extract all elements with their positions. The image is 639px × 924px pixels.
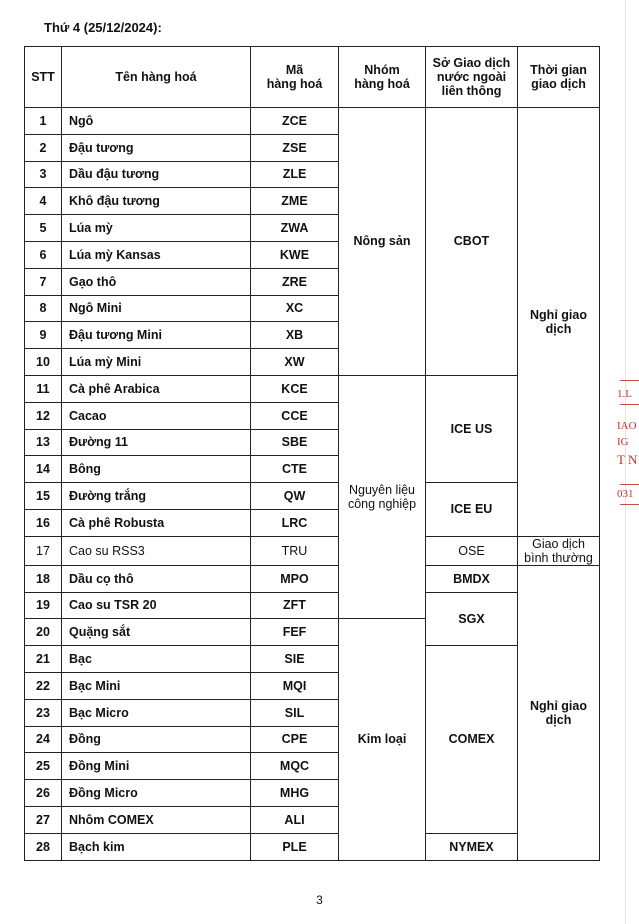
row-stt: 1 <box>25 108 62 135</box>
stamp-text: 1.L <box>617 388 632 400</box>
row-code: MQC <box>251 753 339 780</box>
header-name: Tên hàng hoá <box>62 47 251 108</box>
row-code: XC <box>251 295 339 322</box>
row-stt: 2 <box>25 134 62 161</box>
exchange-nymex: NYMEX <box>426 833 518 860</box>
row-code: SIE <box>251 646 339 673</box>
row-name: Ngô <box>62 108 251 135</box>
row-name: Đậu tương <box>62 134 251 161</box>
stamp-text: IG <box>617 436 629 448</box>
header-exchange: Sở Giao dịch nước ngoài liên thông <box>426 47 518 108</box>
row-name: Bạch kim <box>62 833 251 860</box>
row-stt: 11 <box>25 375 62 402</box>
row-name: Cacao <box>62 402 251 429</box>
row-stt: 9 <box>25 322 62 349</box>
exchange-sgx: SGX <box>426 592 518 646</box>
header-stt: STT <box>25 47 62 108</box>
row-stt: 10 <box>25 349 62 376</box>
row-stt: 24 <box>25 726 62 753</box>
row-stt: 14 <box>25 456 62 483</box>
group-metals: Kim loại <box>339 619 426 860</box>
row-stt: 20 <box>25 619 62 646</box>
row-name: Lúa mỳ Kansas <box>62 241 251 268</box>
table-row <box>25 833 600 860</box>
row-stt: 16 <box>25 509 62 536</box>
row-stt: 19 <box>25 592 62 619</box>
time-closed-2: Nghỉ giao dịch <box>518 565 600 860</box>
row-code: SBE <box>251 429 339 456</box>
row-code: CTE <box>251 456 339 483</box>
time-closed-1: Nghỉ giao dịch <box>518 108 600 537</box>
table-row <box>25 375 600 402</box>
row-code: FEF <box>251 619 339 646</box>
time-normal: Giao dịch bình thường <box>518 536 600 565</box>
row-stt: 18 <box>25 565 62 592</box>
table-row <box>25 536 600 565</box>
stamp-frame-line <box>620 504 639 505</box>
stamp-frame-line <box>620 484 639 485</box>
group-agri: Nông sản <box>339 108 426 376</box>
row-stt: 3 <box>25 161 62 188</box>
row-code: XW <box>251 349 339 376</box>
exchange-ice-eu: ICE EU <box>426 483 518 537</box>
row-stt: 15 <box>25 483 62 510</box>
row-stt: 21 <box>25 646 62 673</box>
row-code: KWE <box>251 241 339 268</box>
stamp-text: IAO <box>617 420 637 432</box>
row-name: Đồng <box>62 726 251 753</box>
row-name: Lúa mỳ Mini <box>62 349 251 376</box>
row-code: ZCE <box>251 108 339 135</box>
row-code: ALI <box>251 806 339 833</box>
row-name: Lúa mỳ <box>62 215 251 242</box>
row-name: Cao su RSS3 <box>62 536 251 565</box>
row-stt: 12 <box>25 402 62 429</box>
row-name: Dầu cọ thô <box>62 565 251 592</box>
row-code: ZFT <box>251 592 339 619</box>
group-industrial: Nguyên liệu công nghiệp <box>339 375 426 618</box>
row-code: CPE <box>251 726 339 753</box>
row-name: Bạc <box>62 646 251 673</box>
row-name: Cà phê Arabica <box>62 375 251 402</box>
stamp-text: 031 <box>617 488 634 500</box>
page-number: 3 <box>316 893 323 907</box>
row-code: SIL <box>251 699 339 726</box>
exchange-bmdx: BMDX <box>426 565 518 592</box>
row-name: Đường trắng <box>62 483 251 510</box>
header-code: Mã hàng hoá <box>251 47 339 108</box>
row-stt: 23 <box>25 699 62 726</box>
row-code: ZME <box>251 188 339 215</box>
row-stt: 17 <box>25 536 62 565</box>
exchange-cbot: CBOT <box>426 108 518 376</box>
header-time: Thời gian giao dịch <box>518 47 600 108</box>
row-name: Bông <box>62 456 251 483</box>
row-name: Cao su TSR 20 <box>62 592 251 619</box>
row-stt: 6 <box>25 241 62 268</box>
row-code: XB <box>251 322 339 349</box>
row-stt: 5 <box>25 215 62 242</box>
row-code: MQI <box>251 672 339 699</box>
row-name: Quặng sắt <box>62 619 251 646</box>
row-name: Bạc Mini <box>62 672 251 699</box>
header-group: Nhóm hàng hoá <box>339 47 426 108</box>
row-stt: 4 <box>25 188 62 215</box>
row-stt: 28 <box>25 833 62 860</box>
table-row <box>25 565 600 592</box>
row-name: Đồng Mini <box>62 753 251 780</box>
row-code: ZLE <box>251 161 339 188</box>
row-code: KCE <box>251 375 339 402</box>
row-stt: 8 <box>25 295 62 322</box>
row-code: MHG <box>251 780 339 807</box>
stamp-frame-line <box>620 404 639 405</box>
row-name: Đồng Micro <box>62 780 251 807</box>
exchange-ose: OSE <box>426 536 518 565</box>
row-name: Ngô Mini <box>62 295 251 322</box>
row-name: Đậu tương Mini <box>62 322 251 349</box>
row-code: QW <box>251 483 339 510</box>
row-code: MPO <box>251 565 339 592</box>
row-code: LRC <box>251 509 339 536</box>
table-row <box>25 483 600 510</box>
row-code: TRU <box>251 536 339 565</box>
row-stt: 26 <box>25 780 62 807</box>
row-code: ZWA <box>251 215 339 242</box>
table-header-row <box>25 47 600 108</box>
row-code: ZSE <box>251 134 339 161</box>
table-row <box>25 108 600 135</box>
stamp-text: T N <box>617 452 638 467</box>
row-stt: 13 <box>25 429 62 456</box>
row-name: Gạo thô <box>62 268 251 295</box>
row-name: Bạc Micro <box>62 699 251 726</box>
row-name: Cà phê Robusta <box>62 509 251 536</box>
exchange-ice-us: ICE US <box>426 375 518 482</box>
stamp-frame-line <box>620 380 639 381</box>
row-code: PLE <box>251 833 339 860</box>
row-code: ZRE <box>251 268 339 295</box>
row-name: Đường 11 <box>62 429 251 456</box>
row-name: Dầu đậu tương <box>62 161 251 188</box>
date-heading: Thứ 4 (25/12/2024): <box>44 20 162 35</box>
row-name: Nhôm COMEX <box>62 806 251 833</box>
commodity-schedule-table <box>24 46 600 861</box>
row-code: CCE <box>251 402 339 429</box>
table-row <box>25 592 600 619</box>
row-stt: 7 <box>25 268 62 295</box>
exchange-comex: COMEX <box>426 646 518 834</box>
table-row <box>25 646 600 673</box>
row-stt: 25 <box>25 753 62 780</box>
row-name: Khô đậu tương <box>62 188 251 215</box>
row-stt: 22 <box>25 672 62 699</box>
row-stt: 27 <box>25 806 62 833</box>
